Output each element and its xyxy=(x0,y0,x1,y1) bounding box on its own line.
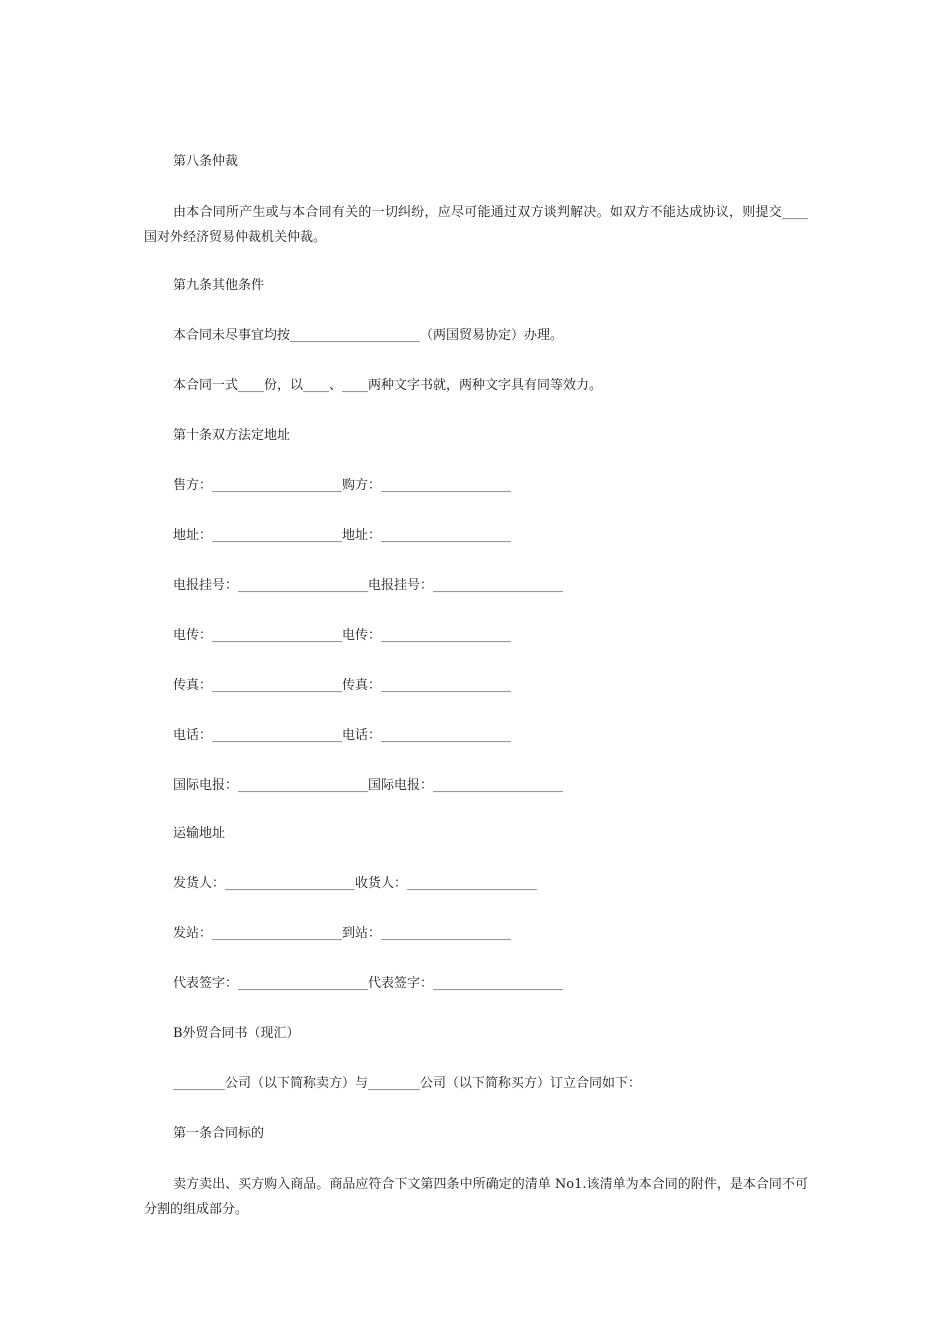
field-telex: 电传：____________________电传：____________________ xyxy=(173,628,512,643)
article10-title: 第十条双方法定地址 xyxy=(173,428,291,443)
field-phone: 电话：____________________电话：____________________ xyxy=(173,728,512,743)
field-cable-address: 电报挂号：____________________电报挂号：____________________ xyxy=(173,578,564,593)
article1-title: 第一条合同标的 xyxy=(173,1126,265,1141)
field-signatures: 代表签字：____________________代表签字：____________________ xyxy=(173,976,564,991)
transport-title: 运输地址 xyxy=(173,826,226,841)
contract-b-intro: ________公司（以下简称卖方）与________公司（以下简称买方）订立合同如下： xyxy=(173,1076,642,1091)
field-international-telegram: 国际电报：____________________国际电报：____________________ xyxy=(173,778,564,793)
field-seller-buyer: 售方：____________________购方：____________________ xyxy=(173,478,512,493)
contract-b-title: B外贸合同书（现汇） xyxy=(173,1026,300,1041)
field-shipper-consignee: 发货人：____________________收货人：____________________ xyxy=(173,876,538,891)
article9-line2: 本合同一式____份，以____、____两种文字书就，两种文字具有同等效力。 xyxy=(173,378,603,393)
field-fax: 传真：____________________传真：____________________ xyxy=(173,678,512,693)
field-address: 地址：____________________地址：____________________ xyxy=(173,528,512,543)
article8-title: 第八条仲裁 xyxy=(173,154,239,169)
field-stations: 发站：____________________到站：____________________ xyxy=(173,926,512,941)
article9-line1: 本合同未尽事宜均按____________________（两国贸易协定）办理。 xyxy=(173,328,564,343)
article1-body: 卖方卖出、买方购入商品。商品应符合下文第四条中所确定的清单 No1.该清单为本合同的附件，是本合同不可分割的组成部分。 xyxy=(144,1177,808,1217)
article8-body: 由本合同所产生或与本合同有关的一切纠纷，应尽可能通过双方谈判解决。如双方不能达成协议，则提交____国对外经济贸易仲裁机关仲裁。 xyxy=(144,205,808,245)
article9-title: 第九条其他条件 xyxy=(173,278,265,293)
